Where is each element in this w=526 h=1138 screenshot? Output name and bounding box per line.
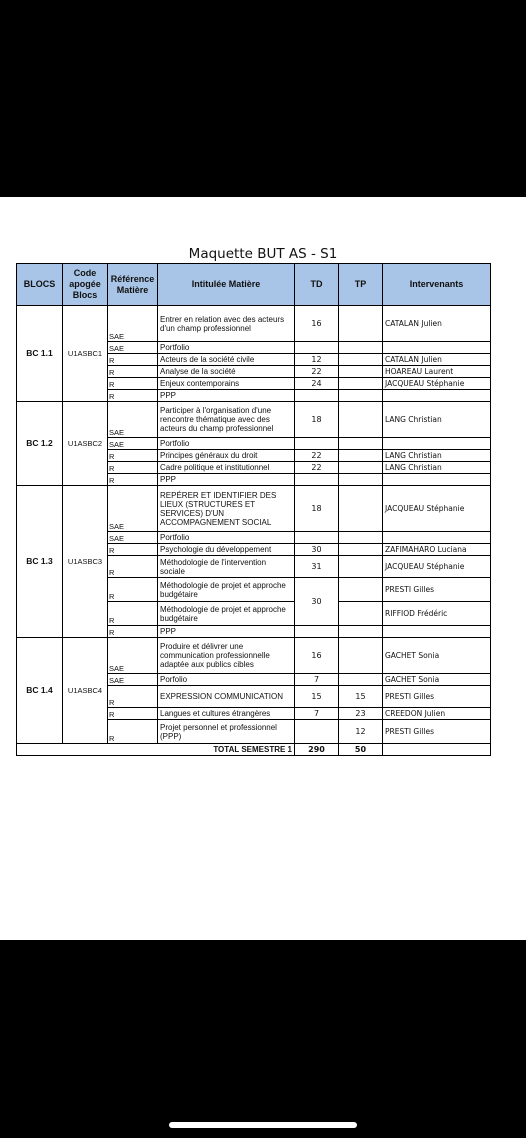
header-code: Code apogée Blocs <box>63 264 108 306</box>
reference-cell: SAE <box>108 674 158 686</box>
reference-cell: R <box>108 720 158 744</box>
code-apogee-cell: U1ASBC1 <box>63 306 108 402</box>
tp-cell <box>339 544 383 556</box>
td-cell: 22 <box>295 462 339 474</box>
intitule-cell: REPÉRER ET IDENTIFIER DES LIEUX (STRUCTURES ET SERVICES) D'UN ACCOMPAGNEMENT SOCIAL <box>158 486 295 532</box>
intervenant-cell <box>383 390 491 402</box>
td-cell <box>295 626 339 638</box>
intitule-cell: Langues et cultures étrangères <box>158 708 295 720</box>
reference-cell: R <box>108 686 158 708</box>
intitule-cell: Participer à l'organisation d'une rencontre thématique avec des acteurs du champ professionnel <box>158 402 295 438</box>
page-title: Maquette BUT AS - S1 <box>188 246 338 262</box>
intervenant-cell <box>383 474 491 486</box>
intitule-cell: Cadre politique et institutionnel <box>158 462 295 474</box>
intitule-cell: Acteurs de la société civile <box>158 354 295 366</box>
tp-cell <box>339 354 383 366</box>
header-intervenants: Intervenants <box>383 264 491 306</box>
intitule-cell: PPP <box>158 390 295 402</box>
intervenant-cell: LANG Christian <box>383 462 491 474</box>
intitule-cell: PPP <box>158 474 295 486</box>
tp-cell <box>339 366 383 378</box>
bloc-cell: BC 1.1 <box>17 306 63 402</box>
intitule-cell: Enjeux contemporains <box>158 378 295 390</box>
intitule-cell: Porfolio <box>158 674 295 686</box>
header-reference: Référence Matière <box>108 264 158 306</box>
intitule-cell: Entrer en relation avec des acteurs d'un champ professionnel <box>158 306 295 342</box>
table-row <box>17 306 491 342</box>
tp-cell <box>339 602 383 626</box>
reference-cell: SAE <box>108 342 158 354</box>
total-row <box>17 744 491 756</box>
reference-cell: SAE <box>108 532 158 544</box>
reference-cell: SAE <box>108 402 158 438</box>
tp-cell <box>339 342 383 354</box>
td-cell <box>295 438 339 450</box>
intitule-cell: Principes généraux du droit <box>158 450 295 462</box>
reference-cell: R <box>108 390 158 402</box>
intitule-cell: Méthodologie de projet et approche budgétaire <box>158 602 295 626</box>
intitule-cell: Méthodologie de projet et approche budgétaire <box>158 578 295 602</box>
intitule-cell: Méthodologie de l'intervention sociale <box>158 556 295 578</box>
reference-cell: R <box>108 544 158 556</box>
intervenant-cell: CATALAN Julien <box>383 354 491 366</box>
tp-cell <box>339 674 383 686</box>
tp-cell <box>339 438 383 450</box>
intitule-cell: Portfolio <box>158 438 295 450</box>
code-apogee-cell: U1ASBC2 <box>63 402 108 486</box>
tp-cell <box>339 306 383 342</box>
tp-cell <box>339 578 383 602</box>
total-label: TOTAL SEMESTRE 1 <box>17 744 295 756</box>
reference-cell: R <box>108 708 158 720</box>
intitule-cell: EXPRESSION COMMUNICATION <box>158 686 295 708</box>
intervenant-cell: RIFFIOD Frédéric <box>383 602 491 626</box>
code-apogee-cell: U1ASBC3 <box>63 486 108 638</box>
td-cell: 16 <box>295 306 339 342</box>
td-cell: 15 <box>295 686 339 708</box>
reference-cell: R <box>108 602 158 626</box>
reference-cell: R <box>108 578 158 602</box>
reference-cell: R <box>108 354 158 366</box>
tp-cell <box>339 626 383 638</box>
tp-cell <box>339 532 383 544</box>
td-cell: 22 <box>295 450 339 462</box>
td-cell: 18 <box>295 486 339 532</box>
intitule-cell: Analyse de la société <box>158 366 295 378</box>
reference-cell: R <box>108 474 158 486</box>
td-cell: 16 <box>295 638 339 674</box>
total-tp: 50 <box>339 744 383 756</box>
bloc-cell: BC 1.3 <box>17 486 63 638</box>
tp-cell: 12 <box>339 720 383 744</box>
tp-cell <box>339 402 383 438</box>
tp-cell <box>339 474 383 486</box>
intervenant-cell: LANG Christian <box>383 450 491 462</box>
td-cell <box>295 720 339 744</box>
table-row <box>17 638 491 674</box>
total-td: 290 <box>295 744 339 756</box>
intervenant-cell: PRESTI Gilles <box>383 686 491 708</box>
td-cell: 12 <box>295 354 339 366</box>
intervenant-cell <box>383 342 491 354</box>
intervenant-cell: CATALAN Julien <box>383 306 491 342</box>
reference-cell: R <box>108 556 158 578</box>
total-empty <box>383 744 491 756</box>
header-tp: TP <box>339 264 383 306</box>
document-page <box>0 197 526 940</box>
td-cell <box>295 532 339 544</box>
intervenant-cell <box>383 626 491 638</box>
intervenant-cell: GACHET Sonia <box>383 638 491 674</box>
reference-cell: R <box>108 626 158 638</box>
reference-cell: SAE <box>108 438 158 450</box>
reference-cell: SAE <box>108 486 158 532</box>
intitule-cell: PPP <box>158 626 295 638</box>
header-td: TD <box>295 264 339 306</box>
home-indicator[interactable] <box>169 1122 357 1128</box>
intervenant-cell: CREEDON Julien <box>383 708 491 720</box>
tp-cell <box>339 450 383 462</box>
td-cell <box>295 474 339 486</box>
intitule-cell: Psychologie du développement <box>158 544 295 556</box>
td-cell: 22 <box>295 366 339 378</box>
reference-cell: R <box>108 378 158 390</box>
td-cell: 24 <box>295 378 339 390</box>
intervenant-cell: GACHET Sonia <box>383 674 491 686</box>
reference-cell: R <box>108 450 158 462</box>
td-cell: 30 <box>295 544 339 556</box>
bloc-cell: BC 1.4 <box>17 638 63 744</box>
intervenant-cell: LANG Christian <box>383 402 491 438</box>
tp-cell <box>339 462 383 474</box>
td-cell: 30 <box>295 578 339 626</box>
intervenant-cell: JACQUEAU Stéphanie <box>383 486 491 532</box>
td-cell <box>295 342 339 354</box>
bloc-cell: BC 1.2 <box>17 402 63 486</box>
table-row <box>17 402 491 438</box>
tp-cell: 15 <box>339 686 383 708</box>
td-cell: 7 <box>295 674 339 686</box>
tp-cell <box>339 486 383 532</box>
tp-cell <box>339 556 383 578</box>
tp-cell <box>339 378 383 390</box>
td-cell: 31 <box>295 556 339 578</box>
tp-cell <box>339 638 383 674</box>
intitule-cell: Portfolio <box>158 532 295 544</box>
intervenant-cell: JACQUEAU Stéphanie <box>383 556 491 578</box>
tp-cell: 23 <box>339 708 383 720</box>
tp-cell <box>339 390 383 402</box>
td-cell: 18 <box>295 402 339 438</box>
intitule-cell: Portfolio <box>158 342 295 354</box>
intervenant-cell: PRESTI Gilles <box>383 720 491 744</box>
intervenant-cell: ZAFIMAHARO Luciana <box>383 544 491 556</box>
code-apogee-cell: U1ASBC4 <box>63 638 108 744</box>
intervenant-cell: HOAREAU Laurent <box>383 366 491 378</box>
table-body <box>17 306 491 744</box>
td-cell: 7 <box>295 708 339 720</box>
table-row <box>17 486 491 532</box>
reference-cell: SAE <box>108 638 158 674</box>
td-cell <box>295 390 339 402</box>
reference-cell: R <box>108 462 158 474</box>
intitule-cell: Produire et délivrer une communication professionnelle adaptée aux publics cibles <box>158 638 295 674</box>
intervenant-cell <box>383 438 491 450</box>
intervenant-cell <box>383 532 491 544</box>
table-header-row <box>17 264 491 306</box>
intitule-cell: Projet personnel et professionnel (PPP) <box>158 720 295 744</box>
maquette-table <box>16 263 491 756</box>
reference-cell: R <box>108 366 158 378</box>
intervenant-cell: JACQUEAU Stéphanie <box>383 378 491 390</box>
intervenant-cell: PRESTI Gilles <box>383 578 491 602</box>
header-blocs: BLOCS <box>17 264 63 306</box>
reference-cell: SAE <box>108 306 158 342</box>
header-intitule: Intitulée Matière <box>158 264 295 306</box>
